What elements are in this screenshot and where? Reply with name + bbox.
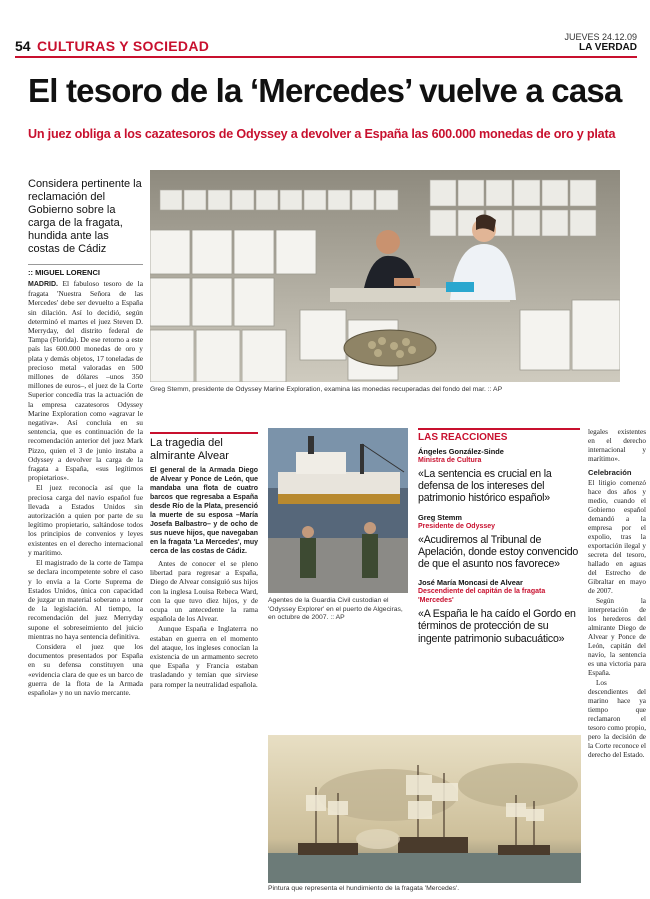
issue-date: JUEVES 24.12.09: [564, 32, 637, 42]
reaction-quote: «La sentencia es crucial en la defensa de los intereses del patrimonio histórico español»: [418, 468, 552, 505]
painting-caption: Pintura que representa el hundimiento de la fragata 'Mercedes'.: [268, 885, 460, 892]
ship-port-illustration: [268, 428, 408, 593]
warehouse-photo-illustration: [150, 170, 620, 382]
section-title: CULTURAS Y SOCIEDAD: [37, 38, 210, 54]
right-column: [588, 428, 646, 895]
naval-battle-painting: [268, 735, 581, 883]
reaction-quote: «Acudiremos al Tribunal de Apelación, donde estoy convencido de que el asunto nos favorece»: [418, 533, 579, 571]
article-paragraph: Aunque España e Inglaterra no estaban en guerra en el momento del ataque, los ingleses conocían la existencia de un armamento secreto que España y Francia estaban trasladando y temían que sirviese para romper la neutralidad española.: [150, 624, 258, 689]
subheadline: Un juez obliga a los cazatesoros de Odyssey a devolver a España las 600.000 monedas de oro y plata: [28, 127, 616, 141]
deck: Considera pertinente la reclamación del Gobierno sobre la carga de la fragata, hundida ante las costas de Cádiz: [28, 178, 142, 255]
port-photo: [268, 428, 408, 593]
reaction-item: [418, 513, 580, 571]
reaction-name: Ángeles González-Sinde: [418, 447, 504, 456]
article-paragraph: El litigio comenzó hace dos años y medio, cuando el Gobierno español demandó a la empresa por el expolio, tras la exportación ilegal y secreta del tesoro, hallado en aguas del Estrecho de Gibraltar en mayo de 2007.: [588, 479, 646, 595]
main-photo: [150, 170, 620, 382]
article-paragraph: Según la interpretación de los herederos del almirante Diego de Alvear y Ponce de León, capitán del navío, la sentencia es una victoria para España.: [588, 597, 646, 677]
reaction-role: Descendiente del capitán de la fragata 'Mercedes': [418, 588, 546, 605]
article-paragraph: MADRID. El fabuloso tesoro de la fragata 'Nuestra Señora de las Mercedes' debe ser devuelto a España sin dilación. Así lo decidió, según determinó el martes el juez Steven D. Merryday, del distrito federal de Tampa (Florida). De ese retorno a este país las 600.000 monedas de oro y plata y demás objetos, 17 toneladas de precioso metal valoradas en 500 millones de dólares –unos 350 millones de euros–, el juez de la Corte Superior concedía tras la actuación de la empresa cazatesoros Odyssey Marine Exploration como «agravar le negativa». Así concluía en su sentencia, que es continuación de la recomendación anterior del juez Mark Pizzo, quien el 3 de junio instaba a Odyssey a devolver la carga de la fragata a España, «sus legítimos propietarios».: [28, 279, 143, 483]
article-paragraph: legales existentes en el derecho internacional y marítimo».: [588, 428, 646, 463]
article-paragraph: Los descendientes del marino hace ya tiempo que reclamaron el tesoro como propio, pero la decisión de la Corte reconoce el derecho del Estado.: [588, 679, 646, 759]
reaction-name: José María Moncasi de Alvear: [418, 578, 523, 588]
masthead: [564, 32, 637, 53]
reaction-name: Greg Stemm: [418, 512, 462, 522]
reactions-title: LAS REACCIONES: [418, 428, 580, 443]
sidebar-story: [150, 432, 258, 892]
newspaper-name: LA VERDAD: [579, 42, 637, 53]
sidebar-lead: El general de la Armada Diego de Alvear y Ponce de León, que mandaba una flota de cuatro barcos que regresaba a España desde Río de la Plata, presenció la muerte de su esposa –María Josefa Balbastro– y de ocho de sus nueve hijos, que navegaban en la fragata 'La Mercedes', muy cerca de las costas de Cádiz.: [150, 467, 258, 555]
left-column: [28, 178, 143, 893]
right-body: [588, 428, 646, 760]
sidebar-title: La tragedia del almirante Alvear: [150, 432, 258, 462]
sidebar-body: [150, 559, 258, 689]
page-header: [15, 30, 637, 58]
reaction-role: Ministra de Cultura: [418, 457, 482, 464]
reaction-role: Presidente de Odyssey: [418, 522, 496, 530]
article-paragraph: Considera el juez que los documentos presentados por España en su defensa constituyen una «evidencia clara de que es un barco de guerra de la flota de la Armada española» y no un navío mercante.: [28, 641, 143, 697]
article-paragraph: El juez reconocía así que la preciosa carga del navío español fue llevada a Estados Unidos sin autorización a quien por parte de su legítimo propietario, saltándose todos los principios de convenios y leyes existentes en el derecho internacional y marítimo.: [28, 483, 143, 557]
dateline: MADRID.: [28, 281, 58, 288]
headline: El tesoro de la ‘Mercedes’ vuelve a casa: [28, 72, 622, 109]
painting-photo: [268, 735, 581, 883]
reaction-item: [418, 447, 580, 505]
article-paragraph: Antes de conocer el se pleno libertad para regresar a España, Diego de Alvear consiguió sus hijos con la inglesa Louisa Rebeca Ward, con la que tuvo diez hijos, y de ocupa un antecedente la rama española de los Alvear.: [150, 559, 258, 624]
reaction-item: [418, 578, 580, 645]
article-paragraph: El magistrado de la corte de Tampa se declara incompetente sobre el caso y lo envía a la Corte Suprema de Estados Unidos, única con capacidad de juzgar un material soberano a tenor de la legislación. Al tiempo, la recomendación del juez Merryday supone el sobreseimiento del juicio mientras no haya sentencia definitiva.: [28, 558, 143, 641]
article-body: [28, 279, 143, 697]
page-number: 54: [15, 38, 31, 54]
port-photo-caption: Agentes de la Guardia Civil custodian el 'Odyssey Explorer' en el puerto de Algeciras, en octubre de 2007. :: AP: [268, 597, 403, 621]
byline: :: MIGUEL LORENCI: [28, 264, 143, 277]
reactions-box: [418, 428, 580, 653]
subhead-celebracion: Celebración: [588, 468, 632, 477]
main-photo-caption: Greg Stemm, presidente de Odyssey Marine Exploration, examina las monedas recuperadas del fondo del mar. :: AP: [150, 386, 503, 393]
reaction-quote: «A España le ha caído el Gordo en términos de protección de su ingente patrimonio subacuático»: [418, 608, 576, 645]
